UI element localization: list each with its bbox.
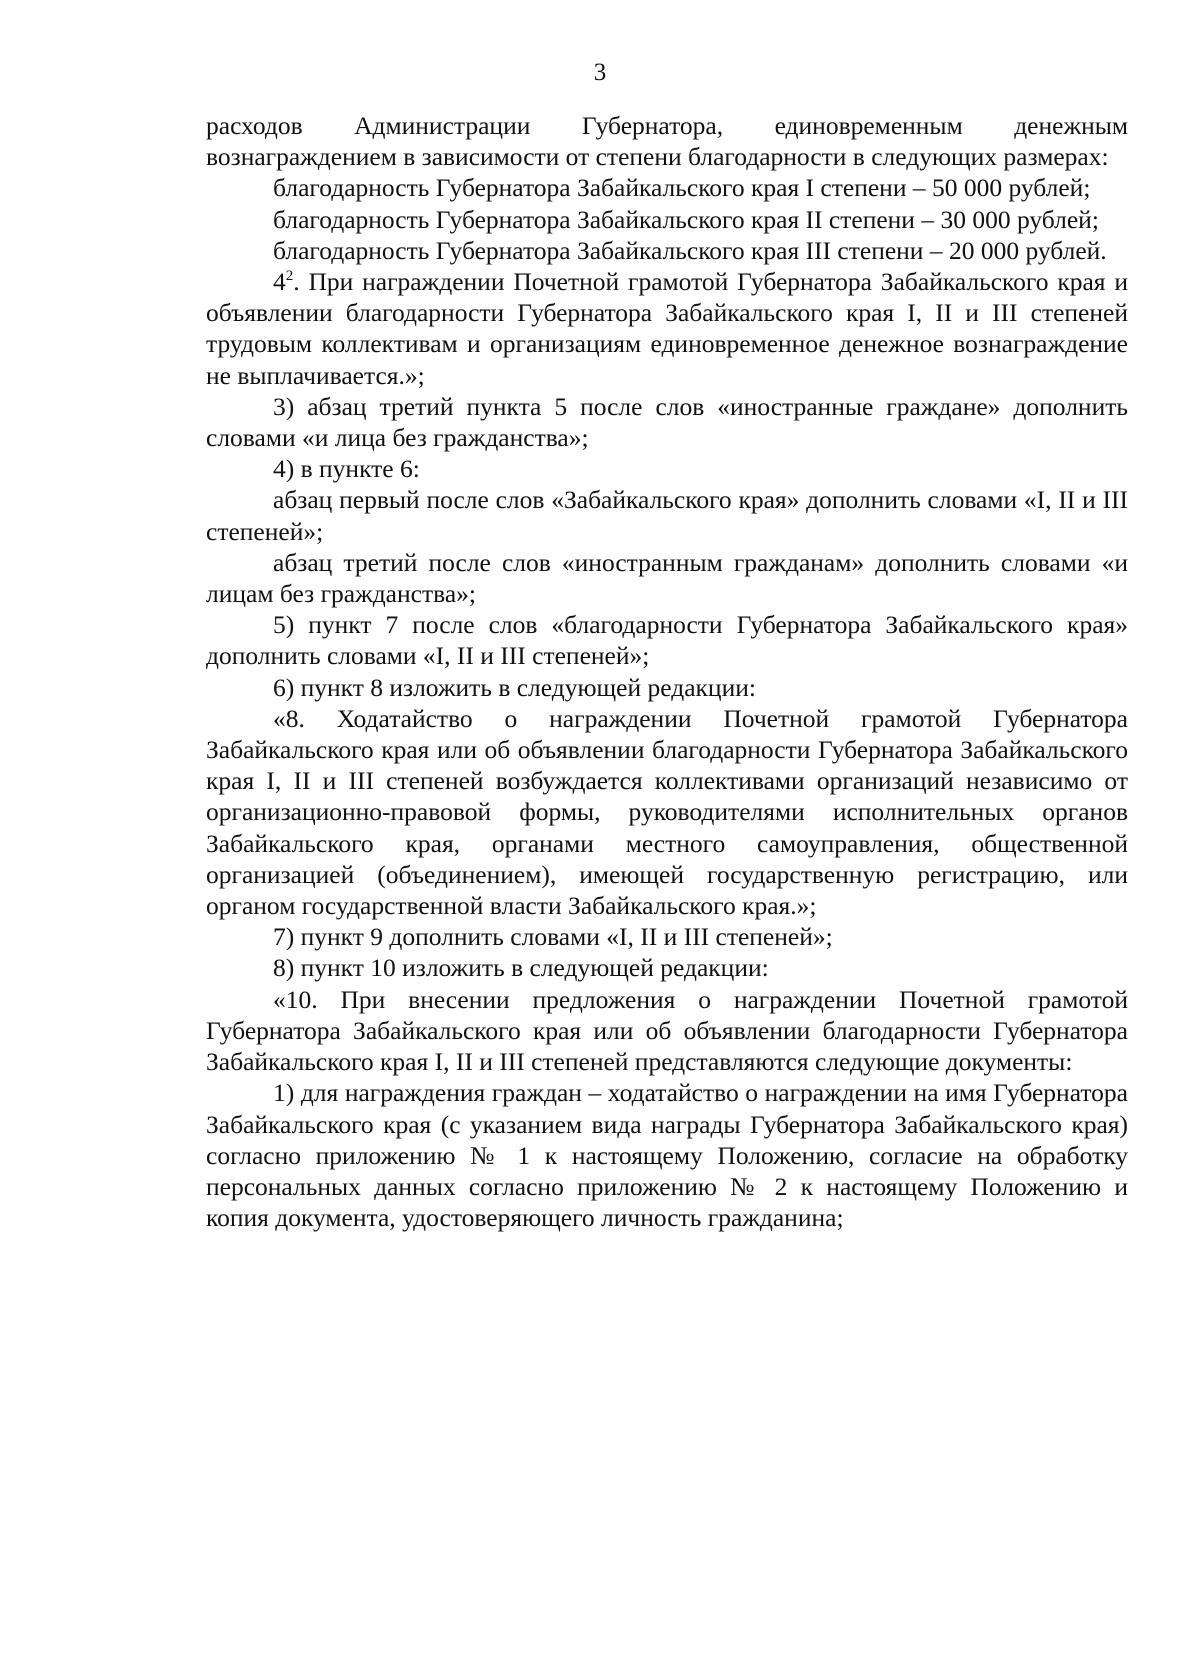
- paragraph-point-10-text: «10. При внесении предложения о награждении Почетной грамотой Губернатора Забайкальского края или об объявлении благодарности Губернатора Забайкальского края I, II и III степеней представляются следующие документы:: [206, 984, 1128, 1077]
- paragraph-gratitude-3rd-degree: благодарность Губернатора Забайкальского края III степени – 20 000 рублей.: [273, 235, 1107, 265]
- document-body: [206, 110, 1128, 1233]
- paragraph-point-10-item-1: 1) для награждения граждан – ходатайство о награждении на имя Губернатора Забайкальского края (с указанием вида награды Губернатора Забайкальского края) согласно приложению № 1 к настоящему Положению, согласие на обработку персональных данных согласно приложению № 2 к настоящему Положению и копия документа, удостоверяющего личность гражданина;: [206, 1078, 1128, 1233]
- page-number: 3: [593, 59, 607, 86]
- paragraph-amendment-5: 5) пункт 7 после слов «благодарности Губернатора Забайкальского края» дополнить словами «I, II и III степеней»;: [206, 610, 1128, 671]
- paragraph-amendment-7: 7) пункт 9 дополнить словами «I, II и III степеней»;: [273, 922, 833, 952]
- point-number: 4: [273, 267, 286, 297]
- paragraph-amendment-4: 4) в пункте 6:: [273, 454, 420, 484]
- paragraph-continuation: расходов Администрации Губернатора, единовременным денежным вознаграждением в зависимости от степени благодарности в следующих размерах:: [206, 111, 1128, 172]
- paragraph-amendment-6: 6) пункт 8 изложить в следующей редакции:: [273, 672, 756, 702]
- point-text: . При награждении Почетной грамотой Губернатора Забайкальского края и объявлении благодарности Губернатора Забайкальского края I, II и III степеней трудовым коллективам и организациям единовременное денежное вознаграждение не выплачивается.»;: [206, 267, 1128, 390]
- paragraph-gratitude-1st-degree: благодарность Губернатора Забайкальского края I степени – 50 000 рублей;: [273, 173, 1091, 203]
- paragraph-point-4-2: [206, 266, 1128, 391]
- paragraph-amendment-4-first: абзац первый после слов «Забайкальского края» дополнить словами «I, II и III степеней»;: [206, 485, 1128, 546]
- paragraph-gratitude-2nd-degree: благодарность Губернатора Забайкальского края II степени – 30 000 рублей;: [273, 204, 1099, 234]
- paragraph-amendment-8: 8) пункт 10 изложить в следующей редакции:: [273, 953, 769, 983]
- paragraph-point-8-text: «8. Ходатайство о награждении Почетной грамотой Губернатора Забайкальского края или об объявлении благодарности Губернатора Забайкальского края I, II и III степеней возбуждается коллективами организаций независимо от организационно-правовой формы, руководителями исполнительных органов Забайкальского края, органами местного самоуправления, общественной организацией (объединением), имеющей государственную регистрацию, или органом государственной власти Забайкальского края.»;: [206, 703, 1128, 921]
- point-superscript: 2: [285, 268, 294, 285]
- paragraph-amendment-3: 3) абзац третий пункта 5 после слов «иностранные граждане» дополнить словами «и лица без гражданства»;: [206, 391, 1128, 453]
- paragraph-amendment-4-third: абзац третий после слов «иностранным гражданам» дополнить словами «и лицам без гражданства»;: [206, 547, 1128, 609]
